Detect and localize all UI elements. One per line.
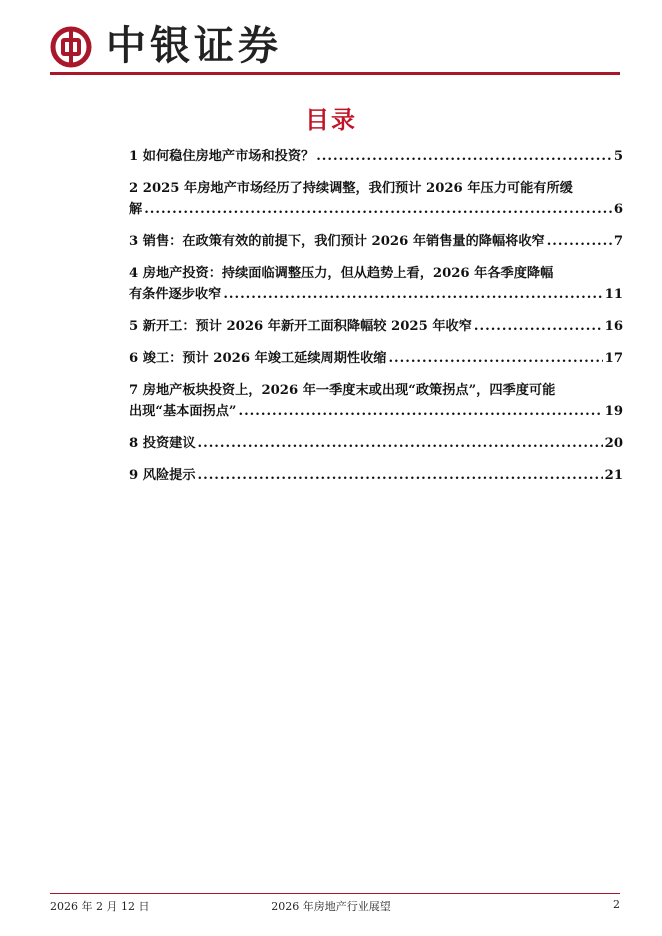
footer-divider [50,893,620,894]
toc-entry-4[interactable] [129,263,623,305]
toc-page-number: 17 [604,351,623,366]
toc-entry-text: 9 风险提示 [129,468,196,483]
dot-leader [238,401,602,422]
toc-entry-text: 2 2025 年房地产市场经历了持续调整，我们预计 2026 年压力可能有所缓 [129,181,573,196]
toc-entry-text-continued: 解 [129,202,143,217]
bank-of-china-logo-icon [50,26,92,68]
dot-leader [223,284,602,305]
header-divider [50,72,620,75]
dot-leader [547,231,612,252]
dot-leader [144,199,612,220]
table-of-contents [129,146,623,486]
toc-page-number: 19 [604,404,623,419]
toc-entry-text: 6 竣工：预计 2026 年竣工延续周期性收缩 [129,351,387,366]
toc-entry-7[interactable] [129,380,623,422]
dot-leader [388,348,602,369]
toc-entry-2[interactable] [129,178,623,220]
toc-page-number: 20 [604,436,623,451]
toc-entry-text-continued: 有条件逐步收窄 [129,287,222,302]
toc-page-number: 6 [613,202,623,217]
toc-entry-text: 5 新开工：预计 2026 年新开工面积降幅较 2025 年收窄 [129,319,472,334]
page-header [50,20,620,76]
dot-leader [198,433,603,454]
toc-entry-1[interactable] [129,146,623,167]
toc-title: 目录 [305,106,357,134]
toc-entry-text: 8 投资建议 [129,436,196,451]
toc-page-number: 7 [613,234,623,249]
toc-entry-text: 7 房地产板块投资上，2026 年一季度末或出现“政策拐点”，四季度可能 [129,383,556,398]
dot-leader [316,146,612,167]
toc-entry-text: 4 房地产投资：持续面临调整压力，但从趋势上看，2026 年各季度降幅 [129,266,554,281]
toc-page-number: 5 [613,149,623,164]
toc-entry-5[interactable] [129,316,623,337]
toc-entry-3[interactable] [129,231,623,252]
toc-page-number: 21 [604,468,623,483]
dot-leader [474,316,603,337]
toc-entry-6[interactable] [129,348,623,369]
toc-entry-text: 1 如何稳住房地产市场和投资？ [129,149,315,164]
footer-report-title: 2026 年房地产行业展望 [271,900,391,913]
company-name: 中银证券 [106,22,282,69]
footer-page-number: 2 [613,898,620,911]
footer-date: 2026 年 2 月 12 日 [50,900,150,913]
toc-entry-9[interactable] [129,465,623,486]
toc-entry-text-continued: 出现“基本面拐点” [129,404,237,419]
toc-entry-8[interactable] [129,433,623,454]
dot-leader [198,465,603,486]
toc-entry-text: 3 销售：在政策有效的前提下，我们预计 2026 年销售量的降幅将收窄 [129,234,545,249]
toc-page-number: 16 [604,319,623,334]
toc-page-number: 11 [604,287,623,302]
